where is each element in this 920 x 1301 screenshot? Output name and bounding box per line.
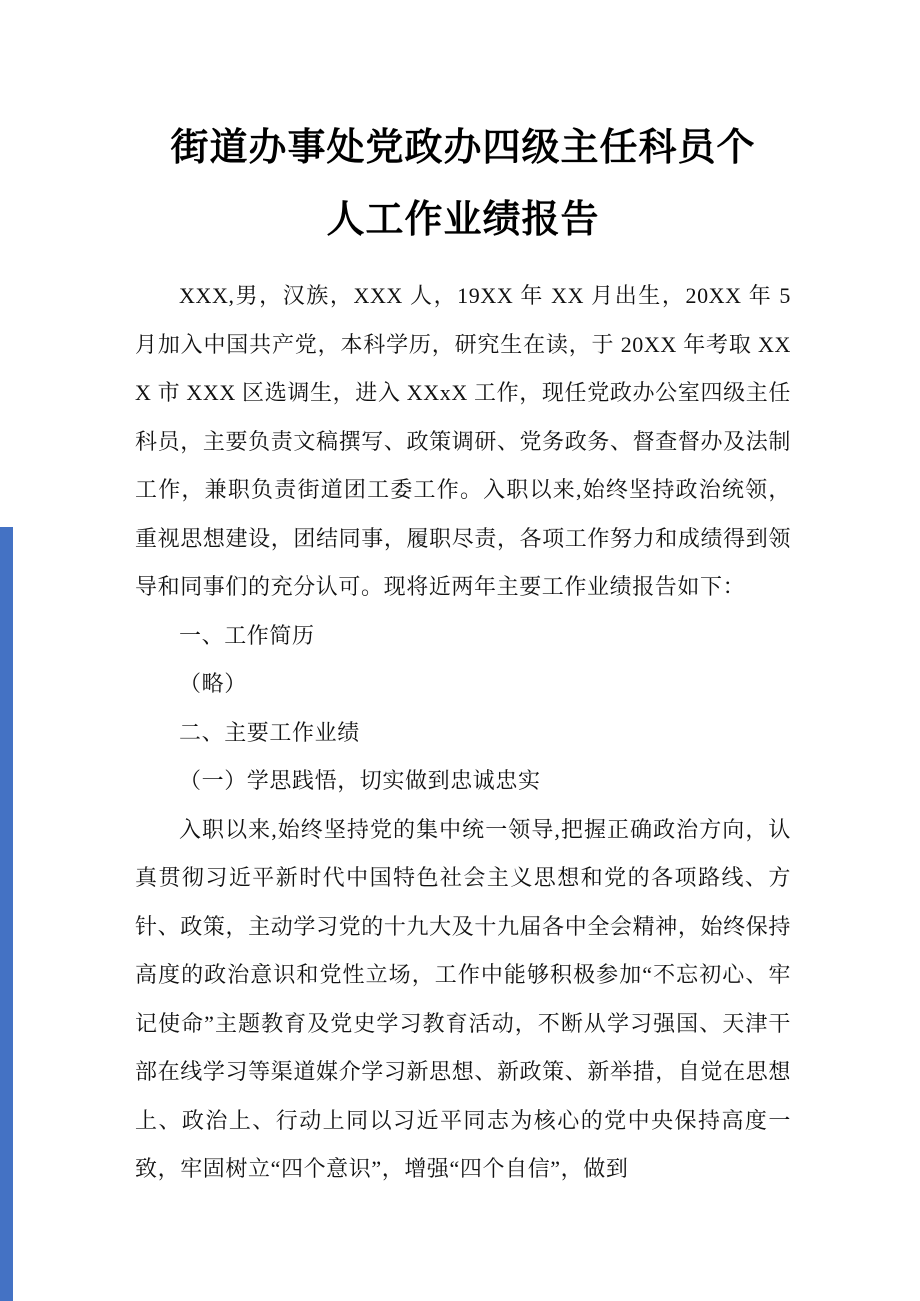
document-content <box>135 112 791 1194</box>
paragraph-intro: XXX,男，汉族，XXX 人，19XX 年 XX 月出生，20XX 年 5 月加入中国共产党，本科学历，研究生在读，于 20XX 年考取 XXX 市 XXX 区选调生，进入 XXxX 工作，现任党政办公室四级主任科员，主要负责文稿撰写、政策调研、党务政务、督查督办及法制工作，兼职负责街道团工委工作。入职以来,始终坚持政治统领，重视思想建设，团结同事，履职尽责，各项工作努力和成绩得到领导和同事们的充分认可。现将近两年主要工作业绩报告如下： <box>135 283 791 599</box>
paragraph-omitted: （略） <box>179 671 247 696</box>
heading-section-1: 一、工作简历 <box>179 622 315 648</box>
heading-section-2: 二、主要工作业绩 <box>179 719 360 745</box>
title-line-1: 街道办事处党政办四级主任科员个 <box>170 127 756 169</box>
heading-subsection-2-1: （一）学思践悟，切实做到忠诚忠实 <box>179 768 541 793</box>
title-line-2: 人工作业绩报告 <box>326 199 600 241</box>
paragraph-achievements: 入职以来,始终坚持党的集中统一领导,把握正确政治方向，认真贯彻习近平新时代中国特色社会主义思想和党的各项路线、方针、政策，主动学习党的十九大及十九届各中全会精神，始终保持高度的政治意识和党性立场，工作中能够积极参加“不忘初心、牢记使命”主题教育及党史学习教育活动，不断从学习强国、天津干部在线学习等渠道媒介学习新思想、新政策、新举措，自觉在思想上、政治上、行动上同以习近平同志为核心的党中央保持高度一致，牢固树立“四个意识”，增强“四个自信”，做到 <box>135 816 791 1181</box>
left-edge-bar <box>0 527 13 1301</box>
document-title <box>135 112 791 256</box>
